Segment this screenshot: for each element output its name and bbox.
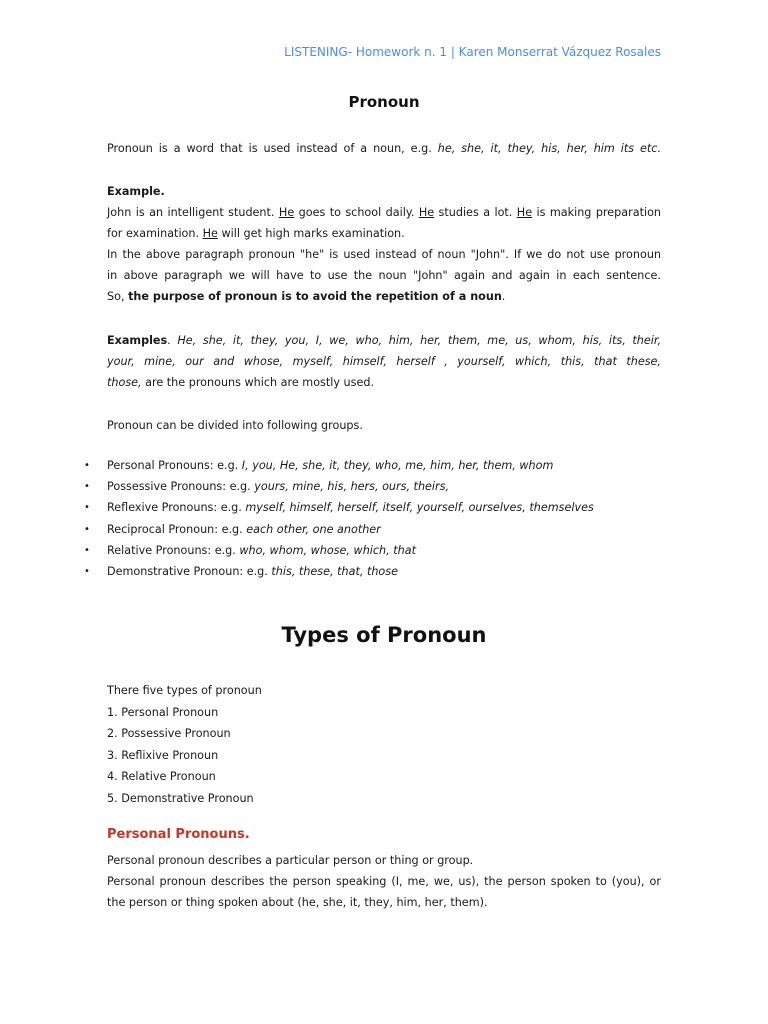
bullet-icon: • — [84, 544, 90, 556]
purpose-line: So, the purpose of pronoun is to avoid the repetition of a noun. — [107, 290, 506, 303]
types-list — [107, 680, 262, 810]
page-header: LISTENING- Homework n. 1 | Karen Monserrat Vázquez Rosales — [284, 45, 661, 59]
list-item: • Reflexive Pronouns: e.g. myself, himself, herself, itself, yourself, ourselves, themselves — [0, 497, 768, 518]
list-item: • Personal Pronouns: e.g. I, you, He, she, it, they, who, me, him, her, them, whom — [0, 455, 768, 476]
bullet-icon: • — [84, 502, 90, 514]
personal-line-2: Personal pronoun describes the person speaking (I, me, we, us), the person spoken to (you), or — [107, 875, 661, 888]
example-line-2: for examination. He will get high marks examination. — [107, 227, 405, 240]
definition-line — [107, 138, 661, 159]
list-item: • Relative Pronouns: e.g. who, whom, whose, which, that — [0, 540, 768, 561]
groups-list — [0, 455, 768, 582]
list-item: 5. Demonstrative Pronoun — [107, 791, 254, 805]
example-section — [107, 181, 661, 307]
groups-intro: Pronoun can be divided into following groups. — [107, 419, 363, 432]
section-title: Types of Pronoun — [281, 623, 487, 647]
list-item: 3. Reflixive Pronoun — [107, 748, 219, 762]
examples-line-3: those, are the pronouns which are mostly used. — [107, 376, 375, 389]
page-title: Pronoun — [348, 93, 420, 111]
explanation-line-1: In the above paragraph pronoun "he" is used instead of noun "John". If we do not use pronoun — [107, 248, 661, 261]
examples-line-2: your, mine, our and whose, myself, himself, herself , yourself, which, this, that these, — [107, 355, 661, 368]
purpose-text: the purpose of pronoun is to avoid the repetition of a noun — [128, 290, 502, 303]
explanation-line-2: in above paragraph we will have to use the noun "John" again and again in each sentence. — [107, 269, 661, 282]
example-heading: Example. — [107, 185, 165, 198]
list-item: 2. Possessive Pronoun — [107, 727, 231, 741]
bullet-icon: • — [84, 523, 90, 535]
list-item: • Demonstrative Pronoun: e.g. this, these, that, those — [0, 561, 768, 582]
bullet-icon: • — [84, 565, 90, 577]
bullet-icon: • — [84, 460, 90, 471]
personal-line-3: the person or thing spoken about (he, she, it, they, him, her, them). — [107, 896, 488, 909]
list-item: 1. Personal Pronoun — [107, 705, 219, 719]
examples-line-1: Examples. He, she, it, they, you, I, we, who, him, her, them, me, us, whom, his, its, their, — [107, 334, 661, 347]
definition-text: Pronoun is a word that is used instead of a noun, e.g. — [107, 142, 432, 155]
examples-section — [107, 330, 661, 393]
types-intro: There five types of pronoun — [107, 684, 262, 697]
definition-examples: he, she, it, they, his, her, him its etc. — [431, 142, 661, 155]
example-line-1: John is an intelligent student. He goes to school daily. He studies a lot. He is making preparation — [107, 206, 662, 219]
list-item: • Reciprocal Pronoun: e.g. each other, one another — [0, 519, 768, 540]
definition-paragraph — [107, 138, 661, 159]
list-item: 4. Relative Pronoun — [107, 770, 216, 784]
personal-line-1: Personal pronoun describes a particular person or thing or group. — [107, 854, 474, 867]
personal-pronouns-paragraph — [107, 850, 661, 913]
bullet-icon: • — [84, 481, 90, 493]
list-item: • Possessive Pronouns: e.g. yours, mine, his, hers, ours, theirs, — [0, 476, 768, 497]
personal-pronouns-heading: Personal Pronouns. — [107, 827, 250, 842]
